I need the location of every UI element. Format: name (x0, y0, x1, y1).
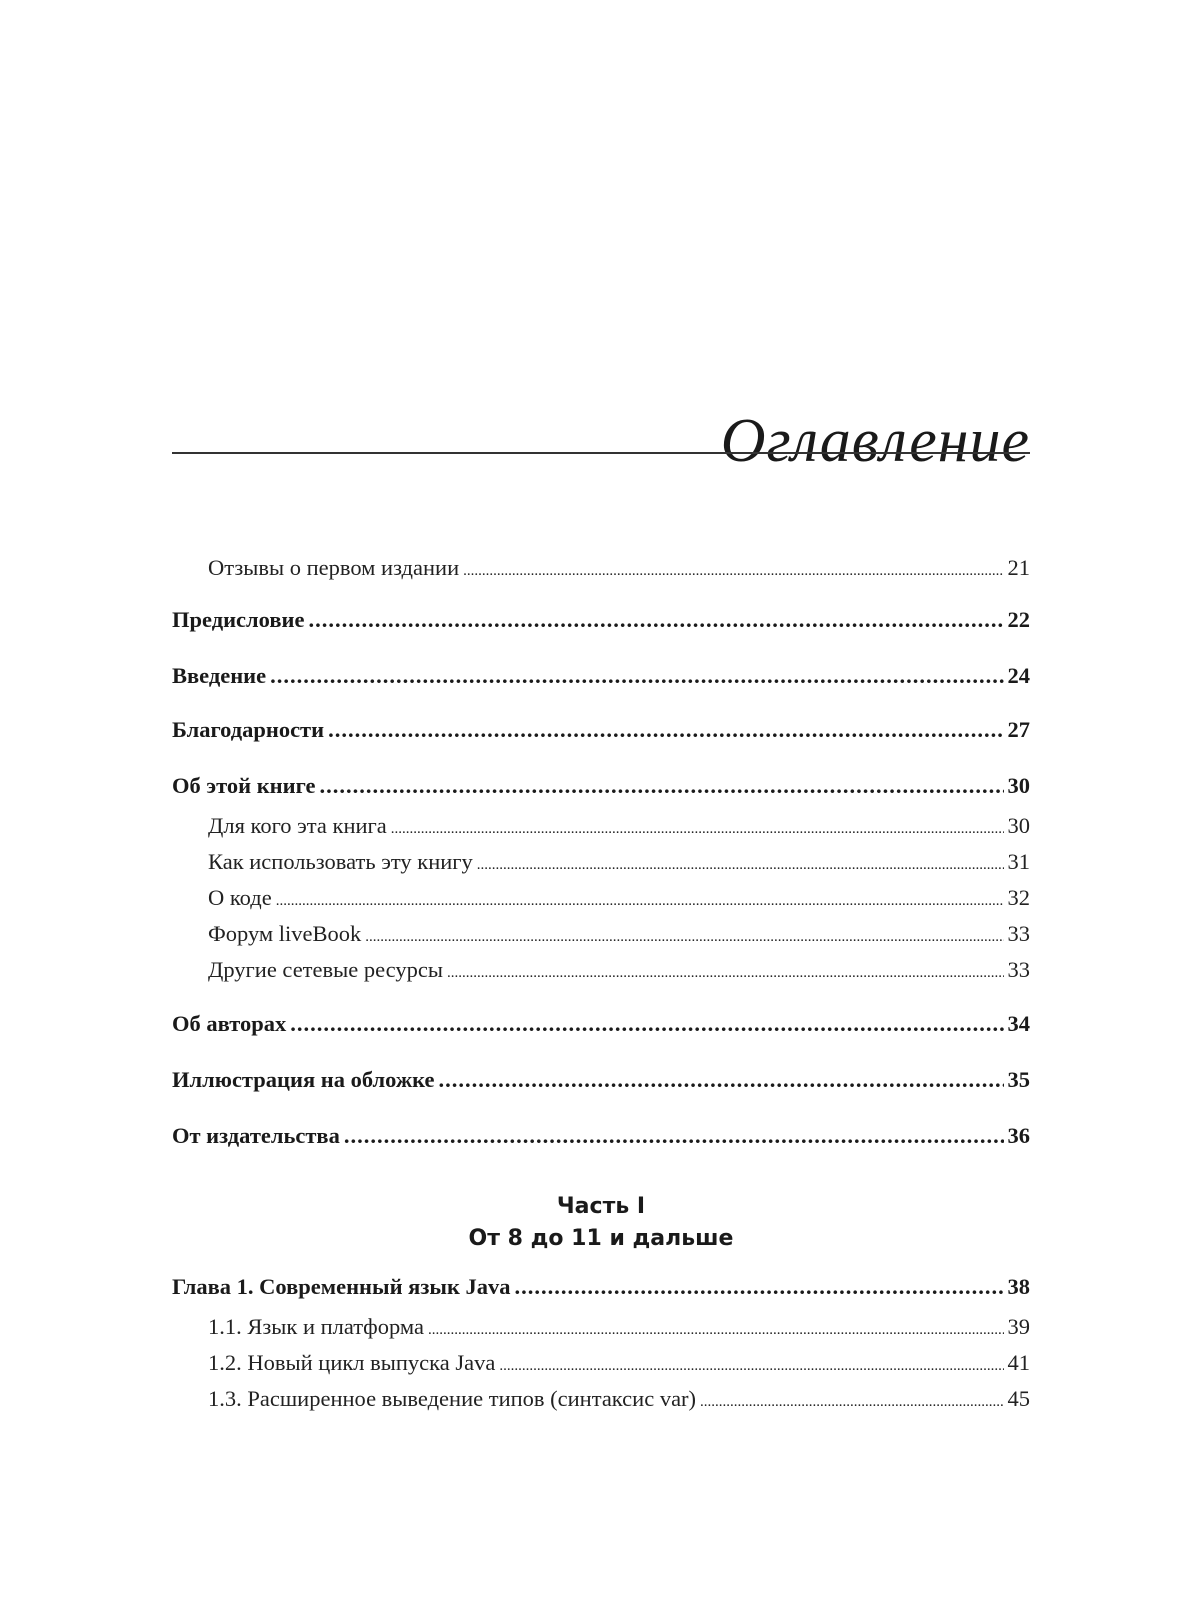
toc-entry-label: Введение (172, 663, 267, 688)
leader-dots (320, 773, 1004, 799)
toc-entry-page: 36 (1007, 1123, 1030, 1148)
leader-dots (428, 1314, 1004, 1340)
toc-entry-page: 41 (1007, 1350, 1030, 1375)
leader-dots (290, 1011, 1003, 1037)
toc-entry-page: 45 (1007, 1386, 1030, 1411)
toc-entry-how-to-use[interactable] (172, 849, 1030, 875)
leader-dots (308, 607, 1003, 633)
toc-entry-label: От издательства (172, 1123, 340, 1148)
toc-entry-page: 27 (1007, 717, 1030, 742)
toc-entry-online-resources[interactable] (172, 957, 1030, 983)
leader-dots (477, 849, 1004, 875)
toc-entry-label: Глава 1. Современный язык Java (172, 1274, 511, 1299)
toc-entry-label: О коде (208, 885, 272, 910)
toc-entry-label: Как использовать эту книгу (208, 849, 473, 874)
toc-entry-label: Форум liveBook (208, 921, 362, 946)
toc-entry-page: 33 (1007, 957, 1030, 982)
part-title: От 8 до 11 и дальше (468, 1226, 734, 1251)
toc-entry-about-authors[interactable] (172, 1011, 1030, 1037)
title-rule (172, 452, 1030, 454)
toc-entry-label: 1.3. Расширенное выведение типов (синтаксис var) (208, 1386, 697, 1411)
toc-page (172, 0, 1030, 1600)
toc-entry-publisher[interactable] (172, 1123, 1030, 1149)
toc-entry-label: Другие сетевые ресурсы (208, 957, 443, 982)
toc-entry-reviews[interactable] (172, 555, 1030, 581)
leader-dots (391, 813, 1004, 839)
toc-entry-about-code[interactable] (172, 885, 1030, 911)
toc-entry-section-1-1[interactable] (172, 1314, 1030, 1340)
leader-dots (270, 663, 1003, 689)
toc-entry-section-1-3[interactable] (172, 1386, 1030, 1412)
leader-dots (344, 1123, 1004, 1149)
toc-entry-cover-illustration[interactable] (172, 1067, 1030, 1093)
toc-entry-label: Предисловие (172, 607, 305, 632)
toc-entry-label: Об авторах (172, 1011, 287, 1036)
toc-entry-preface[interactable] (172, 607, 1030, 633)
toc-entry-label: Благодарности (172, 717, 325, 742)
leader-dots (365, 921, 1003, 947)
toc-entry-acknowledgements[interactable] (172, 717, 1030, 743)
toc-entry-page: 22 (1007, 607, 1030, 632)
toc-entry-page: 31 (1007, 849, 1030, 874)
leader-dots (700, 1386, 1003, 1412)
toc-entry-label: Об этой книге (172, 773, 316, 798)
toc-entry-page: 32 (1007, 885, 1030, 910)
toc-entry-label: 1.1. Язык и платформа (208, 1314, 424, 1339)
toc-entry-page: 21 (1007, 555, 1030, 580)
toc-entry-livebook-forum[interactable] (172, 921, 1030, 947)
toc-entry-page: 33 (1007, 921, 1030, 946)
toc-entry-label: Для кого эта книга (208, 813, 387, 838)
toc-entry-audience[interactable] (172, 813, 1030, 839)
leader-dots (276, 885, 1004, 911)
toc-entry-page: 30 (1007, 773, 1030, 798)
leader-dots (499, 1350, 1003, 1376)
toc-entry-label: 1.2. Новый цикл выпуска Java (208, 1350, 496, 1375)
toc-entry-label: Иллюстрация на обложке (172, 1067, 435, 1092)
toc-entry-introduction[interactable] (172, 663, 1030, 689)
toc-entry-page: 35 (1007, 1067, 1030, 1092)
toc-entry-page: 34 (1007, 1011, 1030, 1036)
toc-entry-page: 39 (1007, 1314, 1030, 1339)
leader-dots (328, 717, 1003, 743)
toc-entry-page: 30 (1007, 813, 1030, 838)
part-number: Часть I (556, 1194, 646, 1219)
page-title: Оглавление (720, 406, 1030, 475)
toc-entry-section-1-2[interactable] (172, 1350, 1030, 1376)
toc-entry-page: 38 (1007, 1274, 1030, 1299)
toc-entry-chapter-1[interactable] (172, 1274, 1030, 1300)
toc-entry-label: Отзывы о первом издании (208, 555, 460, 580)
toc-entry-page: 24 (1007, 663, 1030, 688)
leader-dots (463, 555, 1003, 581)
toc-entry-about-book[interactable] (172, 773, 1030, 799)
leader-dots (447, 957, 1004, 983)
leader-dots (515, 1274, 1004, 1300)
leader-dots (439, 1067, 1004, 1093)
